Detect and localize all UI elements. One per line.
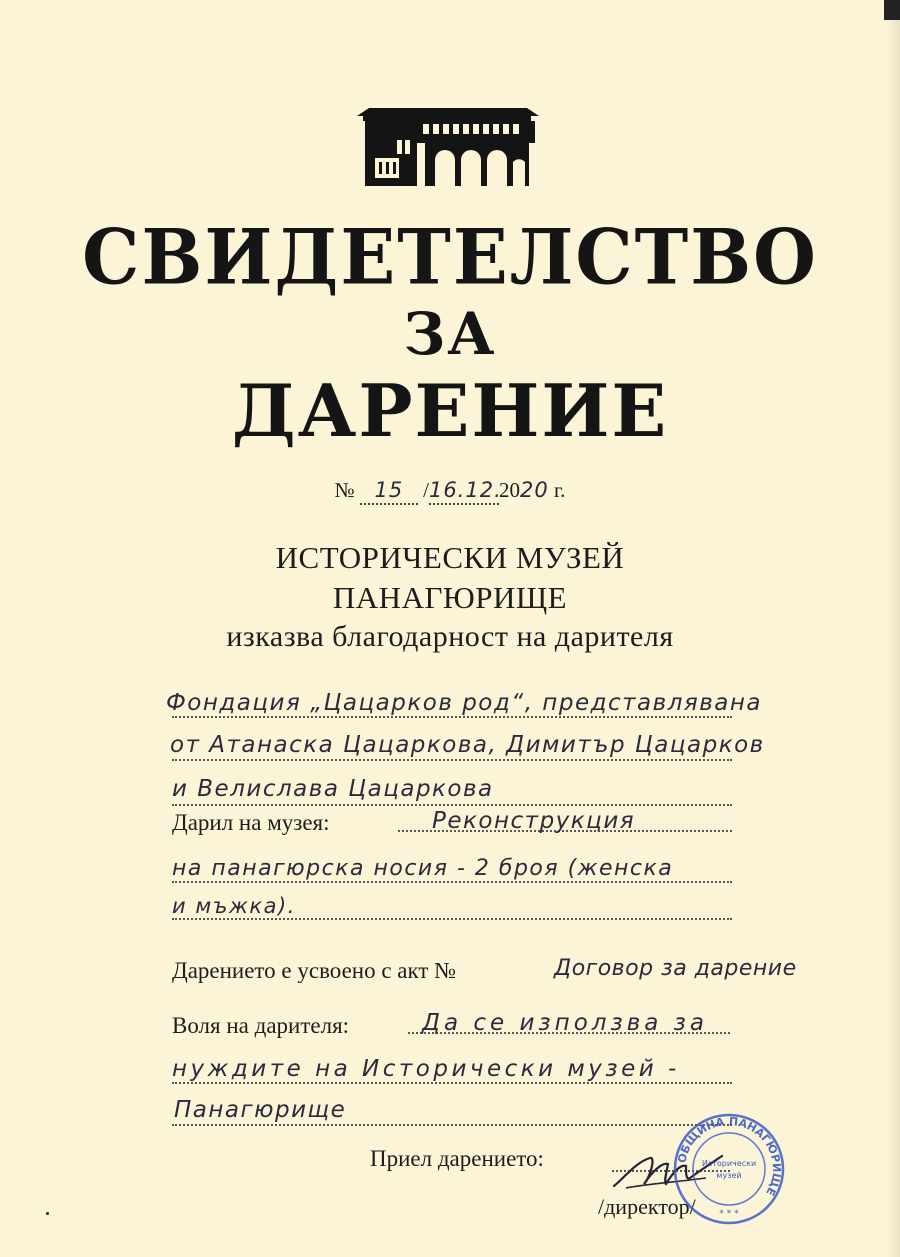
donor-line-1: Фондация „Цацарков род“, представлявана bbox=[166, 690, 763, 716]
title-line-1: СВИДЕТЕЛСТВО bbox=[82, 211, 818, 302]
certificate-date-field bbox=[428, 478, 502, 505]
donor-line-2: от Атанаска Цацаркова, Димитър Цацарков bbox=[170, 732, 765, 758]
scan-corner bbox=[884, 0, 900, 20]
title-line-2: ЗА bbox=[403, 300, 497, 368]
stamp-outer-text: ОБЩИНА ПАНАГЮРИЩЕ bbox=[675, 1114, 784, 1198]
official-stamp bbox=[672, 1112, 786, 1226]
will-label: Воля на дарителя: bbox=[172, 1013, 350, 1038]
act-label: Дарението е усвоено с акт № bbox=[172, 958, 457, 983]
number-prefix: № bbox=[334, 478, 355, 502]
title-line-3: ДАРЕНИЕ bbox=[231, 368, 669, 453]
act-value: Договор за дарение bbox=[554, 956, 797, 981]
donor-line-3: и Велислава Цацаркова bbox=[172, 776, 494, 802]
will-line-1: Да се използва за bbox=[422, 1010, 708, 1036]
certificate-number: 15 bbox=[374, 478, 404, 502]
svg-text:ОБЩИНА ПАНАГЮРИЩЕ bbox=[675, 1115, 783, 1198]
year-handwritten: 20 bbox=[519, 478, 549, 502]
stamp-stars-icon: * * * bbox=[719, 1209, 739, 1219]
year-suffix: г. bbox=[553, 478, 566, 502]
will-line-2: нуждите на Исторически музей - bbox=[172, 1056, 680, 1082]
institution-line-2: ПАНАГЮРИЩЕ bbox=[332, 580, 568, 615]
institution-line-1: ИСТОРИЧЕСКИ МУЗЕЙ bbox=[275, 540, 625, 575]
certificate-number-date: № 15 /16.12.2020 г. bbox=[0, 478, 900, 505]
donation-line-3: и мъжка). bbox=[172, 894, 296, 918]
certificate-date: 16.12. bbox=[428, 478, 502, 502]
donation-line-2: на панагюрска носия - 2 броя (женска bbox=[172, 856, 674, 881]
donation-line-1: Реконструкция bbox=[432, 808, 636, 834]
will-line-3: Панагюрище bbox=[174, 1097, 347, 1123]
certificate-number-field bbox=[360, 478, 418, 505]
institution-line-3: изказва благодарност на дарителя bbox=[226, 620, 674, 653]
scan-speck bbox=[46, 1212, 49, 1215]
donation-label: Дарил на музея: bbox=[172, 810, 330, 835]
stamp-inner-line-1: Исторически bbox=[701, 1159, 757, 1168]
received-label: Приел дарението: bbox=[370, 1146, 544, 1171]
director-role: /директор/ bbox=[598, 1194, 696, 1219]
museum-building-icon bbox=[355, 94, 541, 186]
year-printed: 20 bbox=[498, 478, 520, 502]
stamp-inner-line-2: музей bbox=[716, 1171, 742, 1180]
